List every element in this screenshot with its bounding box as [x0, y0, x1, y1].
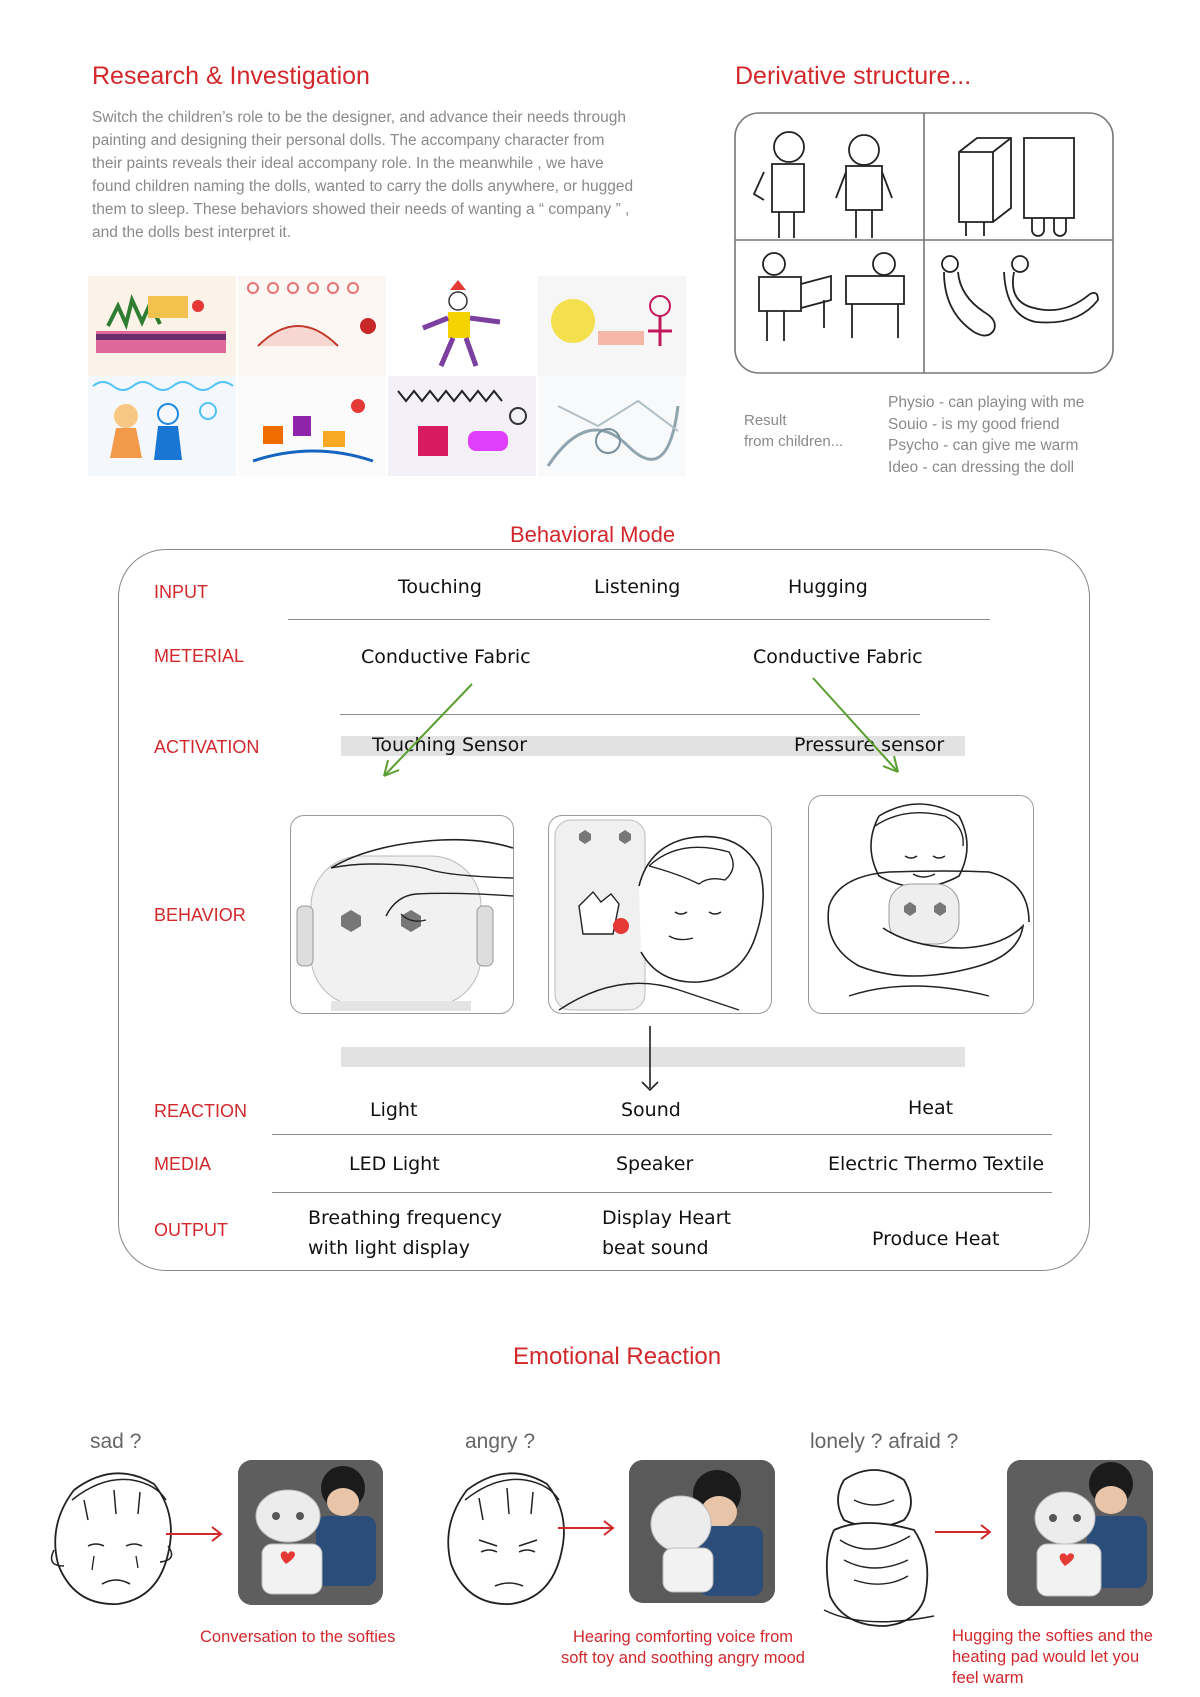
caption-line: heating pad would let you: [952, 1648, 1140, 1666]
media-speaker: Speaker: [616, 1153, 694, 1175]
sad-face-drawing: [44, 1460, 184, 1620]
research-line: them to sleep. These behaviors showed their needs of wanting a “ company ” ,: [92, 201, 630, 218]
result-note: [744, 410, 864, 452]
child-drawing-5: [88, 376, 236, 476]
reaction-light: Light: [370, 1099, 418, 1121]
row-label-output: OUTPUT: [154, 1220, 228, 1240]
result-line: Result: [744, 412, 787, 429]
question-sad: sad ?: [90, 1430, 142, 1453]
output-heat: [872, 1224, 1000, 1254]
hug-illustration: [809, 796, 1033, 1013]
divider: [288, 619, 990, 620]
research-title: Research & Investigation: [92, 62, 370, 90]
caption-line: Hearing comforting voice from: [572, 1628, 794, 1646]
derivative-title: Derivative structure...: [735, 62, 972, 90]
red-arrow-icon: [166, 1524, 226, 1544]
material-left: Conductive Fabric: [361, 646, 531, 668]
input-listening: Listening: [594, 576, 681, 598]
output-breathing: [308, 1203, 502, 1263]
caption-line: Conversation to the softies: [200, 1628, 396, 1646]
output-line: with light display: [308, 1237, 470, 1259]
output-line: Breathing frequency: [308, 1207, 502, 1229]
photo-child-with-doll-1: [238, 1460, 383, 1605]
divider: [272, 1192, 1052, 1193]
row-label-reaction: REACTION: [154, 1101, 248, 1121]
down-arrow-icon: [640, 1026, 660, 1094]
output-line: Display Heart: [602, 1207, 731, 1229]
research-body: [92, 106, 702, 244]
finding-item: Ideo - can dressing the doll: [888, 458, 1075, 476]
reaction-sound: Sound: [621, 1099, 681, 1121]
child-drawing-3: [388, 276, 536, 376]
output-line: Produce Heat: [872, 1228, 1000, 1250]
media-thermo: Electric Thermo Textile: [828, 1153, 1045, 1175]
result-line: from children...: [744, 433, 844, 450]
caption-conversation: [200, 1627, 395, 1648]
arrow-left-icon: [384, 684, 472, 776]
row-label-input: INPUT: [154, 582, 208, 602]
behavioral-title: Behavioral Mode: [510, 522, 676, 547]
material-right: Conductive Fabric: [753, 646, 923, 668]
green-arrows: [370, 676, 910, 786]
red-arrow-icon: [935, 1522, 995, 1542]
row-label-material: METERIAL: [154, 646, 245, 666]
row-label-media: MEDIA: [154, 1154, 212, 1174]
caption-comforting-voice: [547, 1627, 819, 1669]
research-line: their paints reveals their ideal accompany role. In the meanwhile , we have: [92, 155, 604, 172]
figure-side-icon: [754, 132, 804, 238]
research-line: painting and designing their personal dolls. The accompany character from: [92, 132, 605, 149]
children-drawings-collage: [88, 276, 688, 476]
touch-illustration: [291, 816, 513, 1013]
behavior-hug-card: [808, 795, 1034, 1014]
media-led: LED Light: [349, 1153, 440, 1175]
photo-child-with-doll-2: [629, 1460, 775, 1603]
caption-line: Hugging the softies and the: [952, 1627, 1153, 1645]
question-lonely: lonely ? afraid ?: [810, 1430, 959, 1453]
arrow-right-icon: [813, 678, 898, 772]
behavior-touch-card: [290, 815, 514, 1014]
child-drawing-7: [388, 376, 536, 476]
caption-line: feel warm: [952, 1669, 1024, 1687]
angry-face-drawing: [437, 1460, 577, 1620]
finding-item: Physio - can playing with me: [888, 394, 1085, 411]
activation-touching-sensor: Touching Sensor: [372, 734, 528, 756]
research-line: Switch the children’s role to be the designer, and advance their needs through: [92, 109, 626, 126]
row-label-behavior: BEHAVIOR: [154, 905, 246, 925]
table-figure-icon-a: [759, 253, 831, 341]
lonely-figure-drawing: [814, 1460, 944, 1630]
emotional-title: Emotional Reaction: [513, 1343, 722, 1370]
output-heartbeat: [602, 1203, 731, 1263]
figure-front-icon: [836, 135, 892, 238]
table-figure-icon-b: [846, 253, 904, 338]
caption-hugging: [952, 1626, 1153, 1689]
caption-line: soft toy and soothing angry mood: [561, 1649, 805, 1667]
child-drawing-2: [238, 276, 386, 376]
child-drawing-8: [538, 376, 686, 476]
divider: [272, 1134, 1052, 1135]
block-front-icon: [1024, 138, 1074, 236]
findings-list: [888, 392, 1188, 478]
block-perspective-icon: [959, 138, 1011, 236]
behavior-listen-card: [548, 815, 772, 1014]
question-angry: angry ?: [465, 1430, 536, 1453]
noodle-shape-icon-b: [1004, 256, 1098, 323]
research-line: and the dolls best interpret it.: [92, 224, 292, 241]
child-drawing-6: [238, 376, 386, 476]
noodle-shape-icon-a: [942, 256, 995, 336]
derivative-structure-grid: [734, 112, 1114, 374]
output-line: beat sound: [602, 1237, 709, 1259]
input-touching: Touching: [398, 576, 482, 598]
activation-pressure-sensor: Pressure sensor: [794, 734, 945, 756]
input-hugging: Hugging: [788, 576, 868, 598]
row-label-activation: ACTIVATION: [154, 737, 260, 757]
research-line: found children naming the dolls, wanted to carry the dolls anywhere, or hugged: [92, 178, 634, 195]
reaction-heat: Heat: [908, 1097, 954, 1119]
finding-item: Souio - is my good friend: [888, 415, 1060, 433]
red-arrow-icon: [558, 1518, 618, 1538]
child-drawing-1: [88, 276, 236, 376]
listen-illustration: [549, 816, 771, 1013]
child-drawing-4: [538, 276, 686, 376]
photo-child-with-doll-3: [1007, 1460, 1153, 1606]
finding-item: Psycho - can give me warm: [888, 437, 1079, 454]
